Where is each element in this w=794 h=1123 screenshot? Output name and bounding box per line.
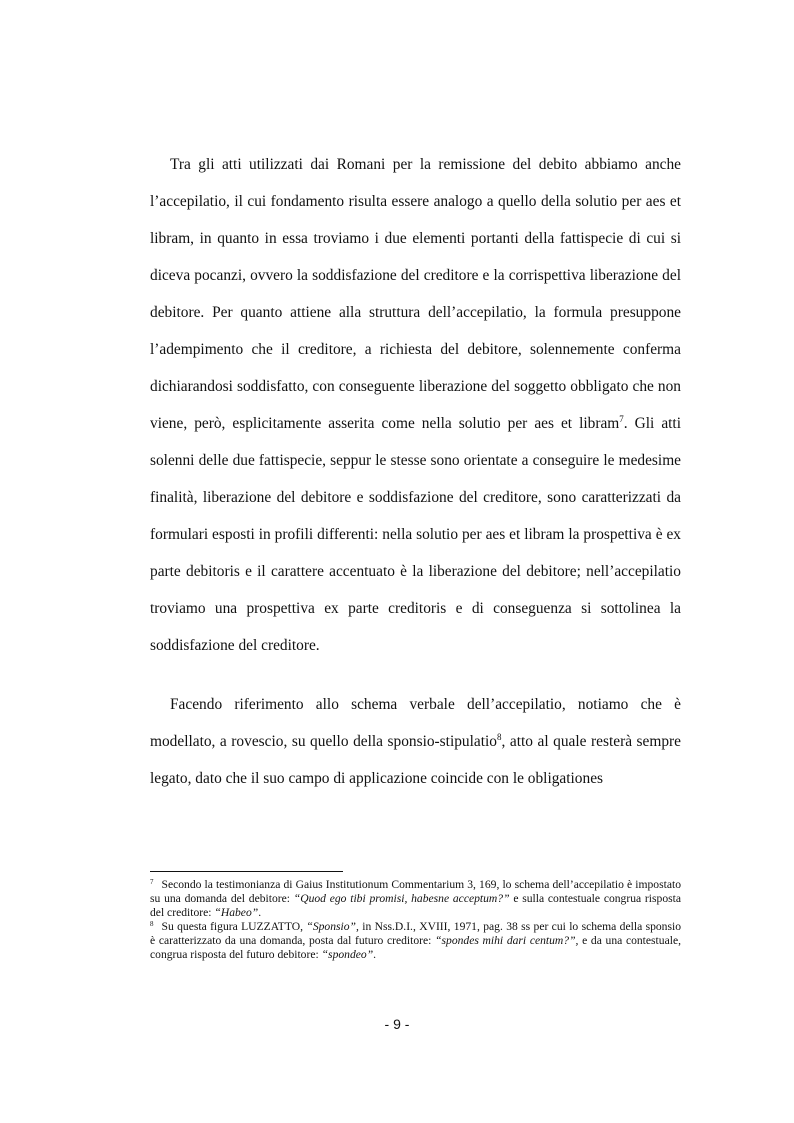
paragraph-2 — [150, 686, 681, 797]
footnote-8-quote-answer: “spondeo” — [321, 948, 374, 961]
main-text — [150, 146, 681, 797]
footnote-8 — [150, 920, 681, 962]
footnote-7-quote-question: “Quod ego tibi promisi, habesne acceptum?” — [293, 892, 510, 905]
footnote-7-text-3: . — [258, 906, 262, 919]
footnote-7-quote-answer: “Habeo” — [214, 906, 259, 919]
footnote-8-text-4: . — [373, 948, 377, 961]
paragraph-2-text-part-2: , atto al quale resterà sempre legato, dato che il suo campo di applicazione coincide con le obligationes — [150, 733, 682, 787]
footnote-8-text-1: Su questa figura LUZZATTO, — [161, 920, 307, 933]
footnote-reference-8[interactable]: 8 — [496, 732, 502, 742]
paragraph-1 — [150, 146, 681, 664]
footnote-8-quote-question: “spondes mihi dari centum?”, — [435, 934, 579, 947]
footnote-8-title: “Sponsio”, — [306, 920, 359, 933]
footnote-separator — [150, 871, 343, 872]
footnote-8-text-2: in Nss.D.I., XVIII, 1971, pag. 38 ss per cui lo schema della sponsio è caratterizzato da una domanda, posta dal futuro creditore: — [150, 920, 681, 947]
footnote-8-text-3: e da una contestuale, congrua risposta del futuro debitore: — [150, 934, 681, 961]
paragraph-1-text-part-2: . Gli atti solenni delle due fattispecie, seppur le stesse sono orientate a conseguire le medesime finalità, liberazione del debitore e soddisfazione del creditore, sono caratterizzati da formulari esposti in profili differenti: nella solutio per aes et libram la prospettiva è ex parte debitoris e il carattere accentuato è la liberazione del debitore; nell’accepilatio troviamo una prospettiva ex parte creditoris e di conseguenza si sottolinea la soddisfazione del creditore. — [150, 415, 681, 654]
paragraph-1-text-part-1: Tra gli atti utilizzati dai Romani per la remissione del debito abbiamo anche l’accepilatio, il cui fondamento risulta essere analogo a quello della solutio per aes et libram, in quanto in essa troviamo i due elementi portanti della fattispecie di cui si diceva pocanzi, ovvero la soddisfazione del creditore e la corrispettiva liberazione del debitore. Per quanto attiene alla struttura dell’accepilatio, la formula presuppone l’adempimento che il creditore, a richiesta del debitore, solennemente conferma dichiarandosi soddisfatto, con conseguente liberazione del soggetto obbligato che non viene, però, esplicitamente asserita come nella solutio per aes et libram — [150, 156, 681, 432]
page-number: - 9 - — [384, 1016, 410, 1032]
footnote-7-text-2: e sulla contestuale congrua risposta del creditore: — [150, 892, 681, 919]
footnote-7-text-1: Secondo la testimonianza di Gaius Institutionum Commentarium 3, 169, lo schema dell’accepilatio è impostato su una domanda del debitore: — [150, 878, 681, 905]
footnote-7 — [150, 878, 681, 920]
footnote-reference-7[interactable]: 7 — [619, 414, 624, 424]
footnotes — [150, 878, 681, 962]
footnote-7-number: 7 — [150, 878, 154, 886]
paragraph-2-text-part-1: Facendo riferimento allo schema verbale dell’accepilatio, notiamo che è modellato, a rovescio, su quello della sponsio-stipulatio — [150, 696, 681, 750]
footnote-8-number: 8 — [150, 920, 154, 928]
